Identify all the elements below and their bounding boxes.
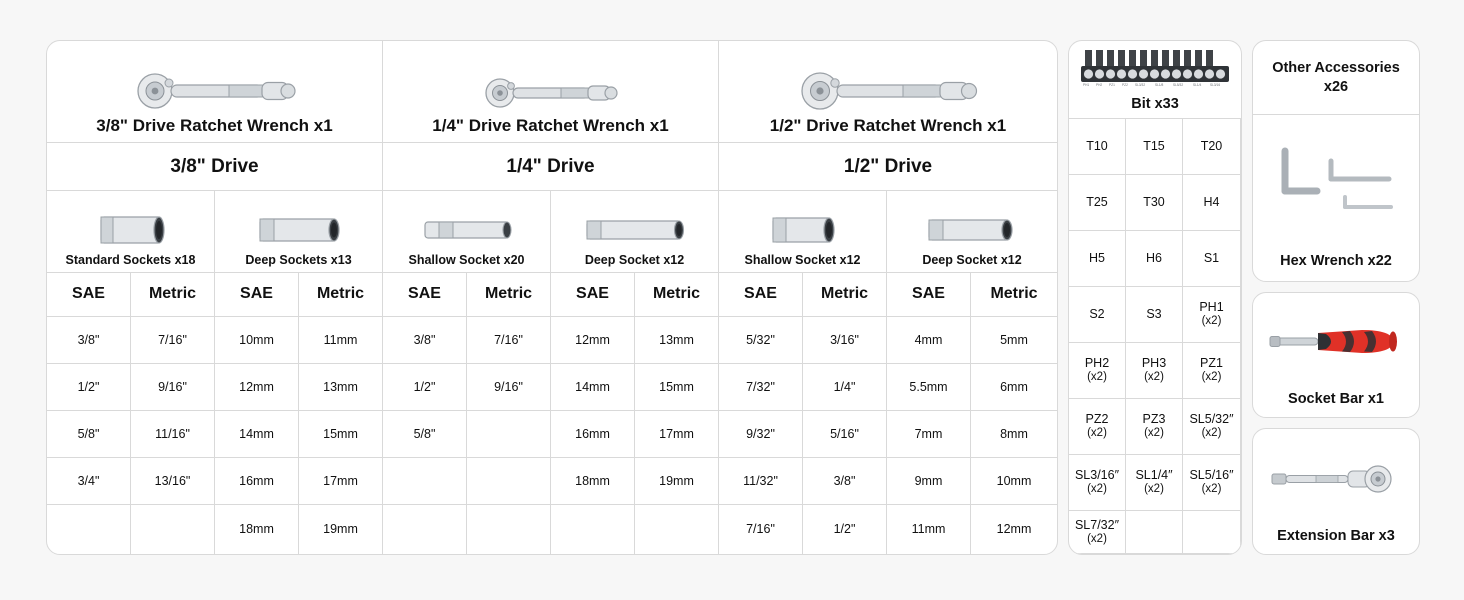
svg-text:PZ1: PZ1 bbox=[1109, 82, 1115, 87]
bit-name: H6 bbox=[1146, 251, 1162, 265]
bit-item bbox=[1069, 231, 1126, 287]
unit-header-2: SAE bbox=[215, 273, 299, 317]
main-contents-panel bbox=[46, 40, 1058, 555]
socket-group-1 bbox=[215, 191, 383, 273]
socket-group-3 bbox=[551, 191, 719, 273]
bit-name: SL1/4″ bbox=[1135, 468, 1173, 483]
unit-header-6: SAE bbox=[551, 273, 635, 317]
bit-qty: (x2) bbox=[1087, 483, 1107, 496]
accessories-title-line1: Other Accessories bbox=[1272, 60, 1400, 77]
bit-name: PH2 bbox=[1084, 356, 1110, 371]
extension-bar-icon bbox=[1266, 457, 1406, 501]
size-cell: 3/16" bbox=[803, 317, 887, 364]
bit-item bbox=[1183, 455, 1241, 511]
bit-name: SL7/32″ bbox=[1074, 517, 1120, 532]
drive-title-1: 1/4" Drive bbox=[383, 143, 719, 191]
socket-bar-icon bbox=[1266, 320, 1406, 364]
bit-item bbox=[1126, 175, 1183, 231]
size-cell: 8mm bbox=[971, 411, 1057, 458]
size-cell: 12mm bbox=[996, 522, 1032, 537]
unit-header-3: Metric bbox=[299, 273, 383, 317]
size-cell: 3/8" bbox=[47, 317, 131, 364]
bit-item-empty bbox=[1126, 511, 1183, 554]
socket-bar-panel bbox=[1252, 292, 1420, 418]
unit-header-10: SAE bbox=[887, 273, 971, 317]
bit-qty: (x2) bbox=[1087, 427, 1107, 440]
size-cell: 11mm bbox=[887, 505, 971, 554]
size-cell: 9/16" bbox=[467, 364, 551, 411]
bit-item bbox=[1126, 119, 1183, 175]
tool-header-2 bbox=[719, 41, 1057, 143]
size-cell bbox=[635, 505, 719, 554]
svg-text:PH1: PH1 bbox=[1083, 82, 1090, 87]
size-cell: 16mm bbox=[215, 458, 299, 505]
extension-bar-panel bbox=[1252, 428, 1420, 555]
size-cell: 4mm bbox=[887, 317, 971, 364]
bit-item bbox=[1069, 287, 1126, 343]
socket-group-2 bbox=[383, 191, 551, 273]
bit-item bbox=[1126, 287, 1183, 343]
bits-panel bbox=[1068, 40, 1242, 555]
bit-qty: (x2) bbox=[1087, 371, 1107, 384]
size-cell bbox=[467, 458, 551, 505]
svg-text:SL5/32: SL5/32 bbox=[1173, 82, 1184, 87]
bit-name: SL3/16″ bbox=[1074, 468, 1120, 483]
bit-item bbox=[1126, 399, 1183, 455]
tool-title-0: 3/8" Drive Ratchet Wrench x1 bbox=[96, 116, 333, 136]
size-cell: 12mm bbox=[551, 317, 635, 364]
svg-text:SL1/8: SL1/8 bbox=[1155, 82, 1164, 87]
svg-text:SL3/16: SL3/16 bbox=[1210, 82, 1221, 87]
socket-bar-art bbox=[1253, 293, 1419, 391]
ratchet-wrench-icon bbox=[788, 68, 988, 114]
bit-item bbox=[1183, 343, 1241, 399]
tool-header-1 bbox=[383, 41, 719, 143]
size-cell: 7/16" bbox=[467, 317, 551, 364]
bit-qty: (x2) bbox=[1144, 483, 1164, 496]
bit-item bbox=[1069, 119, 1126, 175]
size-cell: 15mm bbox=[299, 411, 383, 458]
drive-title-2: 1/2" Drive bbox=[719, 143, 1057, 191]
bit-item bbox=[1069, 175, 1126, 231]
socket-group-label-2: Shallow Socket x20 bbox=[408, 252, 525, 267]
bit-name: T25 bbox=[1086, 195, 1108, 209]
socket-group-0 bbox=[47, 191, 215, 273]
size-cell: 15mm bbox=[635, 364, 719, 411]
size-cell: 1/2" bbox=[47, 364, 131, 411]
bit-item bbox=[1183, 231, 1241, 287]
size-cell: 7/16" bbox=[719, 505, 803, 554]
ratchet-wrench-icon bbox=[125, 68, 305, 114]
bit-name: S2 bbox=[1089, 307, 1105, 321]
bit-set-icon bbox=[1079, 48, 1231, 94]
tool-title-2: 1/2" Drive Ratchet Wrench x1 bbox=[769, 116, 1007, 136]
deep-socket-icon bbox=[579, 209, 691, 251]
socket-group-label-3: Deep Socket x12 bbox=[584, 252, 685, 267]
shallow-socket-icon bbox=[415, 209, 519, 251]
socket-group-label-1: Deep Sockets x13 bbox=[245, 252, 352, 267]
bit-item bbox=[1183, 175, 1241, 231]
standard-socket-icon bbox=[93, 209, 169, 251]
bit-name: PH3 bbox=[1141, 356, 1167, 371]
bit-name: H4 bbox=[1203, 195, 1220, 209]
size-cell: 9/16" bbox=[131, 364, 215, 411]
bit-name: PZ1 bbox=[1200, 356, 1223, 371]
bit-item bbox=[1183, 119, 1241, 175]
deep-socket-icon bbox=[254, 209, 344, 251]
unit-header-9: Metric bbox=[803, 273, 887, 317]
tool-header-0 bbox=[47, 41, 383, 143]
bit-name: SL5/16″ bbox=[1189, 468, 1234, 483]
bit-qty: (x2) bbox=[1144, 427, 1164, 440]
size-cell: 19mm bbox=[299, 505, 383, 554]
size-cell: 14mm bbox=[551, 364, 635, 411]
bit-name: T30 bbox=[1143, 195, 1165, 209]
socket-bar-caption: Socket Bar x1 bbox=[1288, 391, 1384, 407]
bit-name: PH1 bbox=[1199, 300, 1224, 315]
size-cell: 5mm bbox=[971, 317, 1057, 364]
size-cell: 7/16" bbox=[131, 317, 215, 364]
bit-name: T20 bbox=[1200, 139, 1223, 153]
bit-qty: (x2) bbox=[1201, 371, 1222, 384]
tool-title-1: 1/4" Drive Ratchet Wrench x1 bbox=[432, 116, 669, 136]
bit-name: T15 bbox=[1143, 139, 1165, 153]
unit-header-4: SAE bbox=[383, 273, 467, 317]
svg-text:SL3/32: SL3/32 bbox=[1135, 82, 1146, 87]
bit-strip-header bbox=[1069, 41, 1241, 119]
size-cell: 13mm bbox=[299, 364, 383, 411]
hex-wrench-icon bbox=[1271, 139, 1401, 229]
svg-text:SL1/4: SL1/4 bbox=[1193, 82, 1202, 87]
size-cell: 11mm bbox=[299, 317, 383, 364]
shallow-socket-icon bbox=[763, 209, 843, 251]
socket-group-label-5: Deep Socket x12 bbox=[922, 252, 1022, 267]
size-cell: 5/16" bbox=[803, 411, 887, 458]
extension-bar-art bbox=[1253, 429, 1419, 528]
size-cell: 3/8" bbox=[803, 458, 887, 505]
bit-item bbox=[1069, 511, 1126, 554]
bit-item bbox=[1126, 455, 1183, 511]
size-cell bbox=[383, 458, 467, 505]
size-cell: 14mm bbox=[215, 411, 299, 458]
size-cell: 11/32" bbox=[719, 458, 803, 505]
size-cell: 5/8" bbox=[383, 411, 467, 458]
size-cell: 12mm bbox=[215, 364, 299, 411]
accessories-title-line2: x26 bbox=[1323, 78, 1349, 95]
size-cell: 5.5mm bbox=[887, 364, 971, 411]
size-cell bbox=[467, 505, 551, 554]
bit-name: T10 bbox=[1086, 139, 1108, 153]
bit-item bbox=[1126, 231, 1183, 287]
svg-text:PH2: PH2 bbox=[1096, 82, 1103, 87]
bit-item bbox=[1183, 287, 1241, 343]
size-cell: 1/2" bbox=[383, 364, 467, 411]
size-cell: 18mm bbox=[551, 458, 635, 505]
bit-name: PZ2 bbox=[1085, 412, 1109, 427]
bit-item-empty bbox=[1183, 511, 1241, 554]
bit-name: SL5/32″ bbox=[1189, 412, 1234, 427]
ratchet-wrench-icon bbox=[475, 72, 627, 114]
unit-header-0: SAE bbox=[47, 273, 131, 317]
bit-item bbox=[1069, 343, 1126, 399]
bit-name: S3 bbox=[1146, 307, 1162, 321]
size-cell bbox=[47, 505, 131, 554]
bit-name: S1 bbox=[1203, 251, 1220, 265]
bit-name: H5 bbox=[1089, 251, 1105, 265]
size-cell: 6mm bbox=[971, 364, 1057, 411]
size-cell bbox=[551, 505, 635, 554]
unit-header-7: Metric bbox=[635, 273, 719, 317]
bit-qty: (x2) bbox=[1201, 315, 1222, 328]
size-cell: 10mm bbox=[215, 317, 299, 364]
drive-title-0: 3/8" Drive bbox=[47, 143, 383, 191]
size-cell: 3/8" bbox=[383, 317, 467, 364]
size-cell: 7/32" bbox=[719, 364, 803, 411]
other-accessories-panel bbox=[1252, 40, 1420, 282]
unit-header-1: Metric bbox=[131, 273, 215, 317]
extension-bar-caption: Extension Bar x3 bbox=[1277, 528, 1395, 544]
bit-item bbox=[1069, 399, 1126, 455]
size-cell: 3/4" bbox=[47, 458, 131, 505]
svg-text:PZ2: PZ2 bbox=[1122, 82, 1128, 87]
size-cell: 13mm bbox=[635, 317, 719, 364]
socket-group-5 bbox=[887, 191, 1057, 273]
size-cell: 5/32" bbox=[719, 317, 803, 364]
size-cell bbox=[383, 505, 467, 554]
size-cell: 1/2" bbox=[803, 505, 887, 554]
size-cell: 9mm bbox=[887, 458, 971, 505]
main-grid bbox=[47, 41, 1057, 554]
size-cell: 5/8" bbox=[47, 411, 131, 458]
accessories-title bbox=[1253, 41, 1419, 115]
unit-header-11: Metric bbox=[971, 273, 1057, 317]
hex-wrench-caption: Hex Wrench x22 bbox=[1280, 253, 1392, 269]
socket-group-label-0: Standard Sockets x18 bbox=[65, 252, 196, 267]
size-cell: 18mm bbox=[215, 505, 299, 554]
size-cell: 17mm bbox=[635, 411, 719, 458]
bit-qty: (x2) bbox=[1201, 483, 1222, 496]
bit-name: PZ3 bbox=[1142, 412, 1166, 427]
bit-item bbox=[1183, 399, 1241, 455]
size-cell: 16mm bbox=[551, 411, 635, 458]
bit-strip-label: Bit x33 bbox=[1131, 95, 1179, 112]
size-cell: 1/4" bbox=[803, 364, 887, 411]
deep-socket-icon bbox=[923, 209, 1021, 251]
size-cell: 10mm bbox=[971, 458, 1057, 505]
socket-group-4 bbox=[719, 191, 887, 273]
unit-header-8: SAE bbox=[719, 273, 803, 317]
size-cell: 11/16" bbox=[131, 411, 215, 458]
bit-item bbox=[1126, 343, 1183, 399]
size-cell: 17mm bbox=[299, 458, 383, 505]
bit-item bbox=[1069, 455, 1126, 511]
socket-group-label-4: Shallow Socket x12 bbox=[744, 252, 861, 267]
size-cell bbox=[131, 505, 215, 554]
size-cell: 13/16" bbox=[131, 458, 215, 505]
size-cell: 7mm bbox=[887, 411, 971, 458]
unit-header-5: Metric bbox=[467, 273, 551, 317]
size-cell: 9/32" bbox=[719, 411, 803, 458]
bit-qty: (x2) bbox=[1201, 427, 1222, 440]
bit-qty: (x2) bbox=[1144, 371, 1164, 384]
size-cell: 19mm bbox=[635, 458, 719, 505]
size-cell bbox=[467, 411, 551, 458]
hex-wrench-art bbox=[1253, 115, 1419, 253]
bit-qty: (x2) bbox=[1087, 532, 1107, 545]
